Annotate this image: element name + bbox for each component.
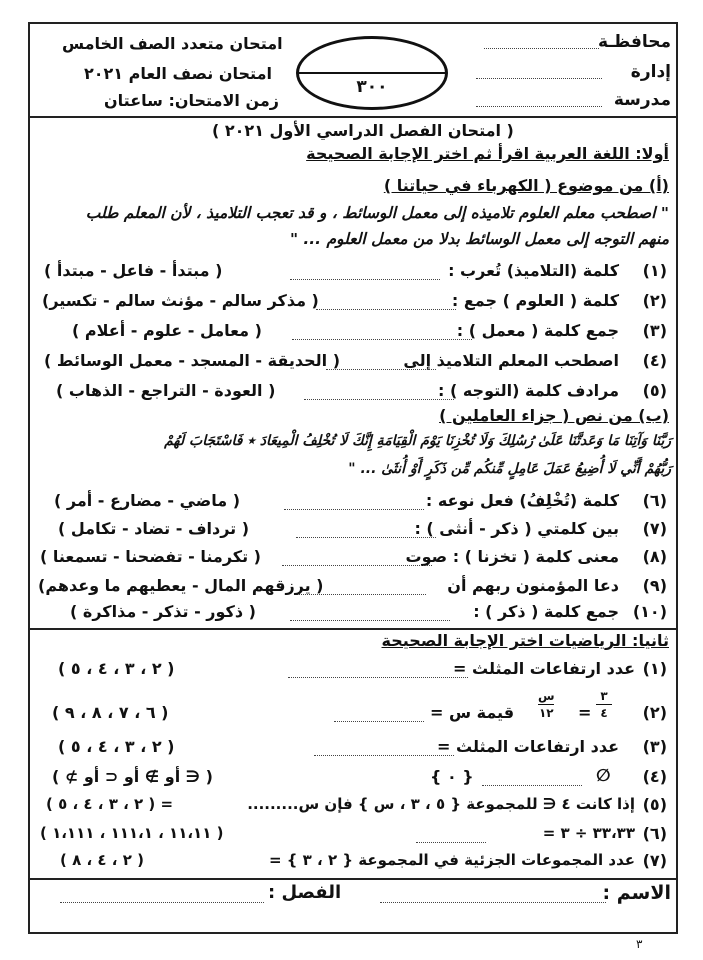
question-text: كلمة ( العلوم ) جمع : xyxy=(451,291,619,310)
answer-blank[interactable] xyxy=(296,537,436,538)
question-number: (٥) xyxy=(642,381,667,400)
part-b-passage-line2: رَبُّهُمْ أَنِّي لَا أُضِيعُ عَمَلَ عَامِلٍ مِّنكُم مِّن ذَكَرٍ أَوْ أُنثَىٰ ... " xyxy=(348,461,671,477)
administration-label: إدارة xyxy=(630,62,671,82)
page-number: ٣ xyxy=(636,937,643,951)
fraction-bar xyxy=(538,704,554,705)
exam-type: امتحان متعدد الصف الخامس xyxy=(62,34,283,53)
question-options: ( ذكور - تذكر - مذاكرة ) xyxy=(70,602,256,621)
total-score: ٣٠٠ xyxy=(356,77,388,97)
question-options: ( العودة - التراجع - الذهاب ) xyxy=(56,381,276,400)
question-number: (٢) xyxy=(642,703,667,722)
class-field[interactable] xyxy=(60,902,264,903)
question-options: ( ١١،١١ ، ١١١،١ ، ١،١١١ ) xyxy=(40,824,224,842)
question-options: = ( ٢ ، ٣ ، ٤ ، ٥ ) xyxy=(46,795,174,813)
footer-divider xyxy=(28,878,678,880)
score-divider xyxy=(298,72,446,74)
part-b-title: (ب) من نص ( جزاء العاملين ) xyxy=(439,406,669,425)
header-divider xyxy=(28,116,678,118)
question-number: (٣) xyxy=(642,737,667,756)
student-name-label: الاسم : xyxy=(602,882,671,904)
fraction-denominator: ١٢ xyxy=(538,706,554,720)
arabic-heading: أولا: اللغة العربية اقرأ ثم اختر الإجابة الصحيحة xyxy=(306,144,669,163)
question-text: كلمة (التلاميذ) تُعرب : xyxy=(448,261,619,280)
school-blank xyxy=(476,106,602,107)
question-text: بين كلمتي ( ذكر - أنثى ) : xyxy=(414,519,619,538)
part-a-title: (أ) من موضوع ( الكهرباء في حياتنا ) xyxy=(383,176,669,195)
answer-blank[interactable] xyxy=(316,309,456,310)
question-number: (٥) xyxy=(642,795,667,814)
question-options: ( تكرمنا - تفضحنا - تسمعنا ) xyxy=(40,547,261,566)
fraction-numerator: ٣ xyxy=(600,689,608,703)
part-a-passage-line1: " اصطحب معلم العلوم تلاميذه إلى معمل الوسائط ، و قد تعجب التلاميذ ، لأن المعلم طلب xyxy=(85,204,669,222)
part-b-passage-line1: رَبَّنَا وَآتِنَا مَا وَعَدتَّنَا عَلَىٰ رُسُلِكَ وَلَا تُخْزِنَا يَوْمَ الْقِيَامَةِ إِنَّكَ لَا تُخْلِفُ الْمِيعَادَ ٭ فَاسْتَجَابَ لَهُمْ xyxy=(164,433,671,449)
exam-title: ( امتحان الفصل الدراسي الأول ٢٠٢١ ) xyxy=(212,121,514,140)
answer-blank[interactable] xyxy=(334,721,424,722)
question-number: (١) xyxy=(642,261,667,280)
answer-blank[interactable] xyxy=(482,785,582,786)
question-number: (٤) xyxy=(642,351,667,370)
question-number: (٦) xyxy=(642,491,667,510)
question-text: عدد ارتفاعات المثلث = xyxy=(453,659,635,678)
question-text: ٣٣،٣٣ ÷ ٣ = xyxy=(542,824,635,842)
question-options: ( ماضي - مضارع - أمر ) xyxy=(54,491,241,510)
question-options: ( ٢ ، ٤ ، ٨ ) xyxy=(60,851,144,869)
question-text: عدد المجموعات الجزئية في المجموعة { ٢ ، ٣ } = xyxy=(268,851,635,869)
answer-blank[interactable] xyxy=(284,509,424,510)
question-options: ( ترداف - تضاد - تكامل ) xyxy=(58,519,250,538)
question-text: اصطحب المعلم التلاميذ إلى xyxy=(403,351,619,370)
question-options: ( ∈ أو ∌ أو ⊂ أو ⊅ ) xyxy=(52,767,213,786)
question-number: (٢) xyxy=(642,291,667,310)
fraction-bar xyxy=(596,704,612,705)
question-text: معنى كلمة ( تخزنا ) : صوت xyxy=(405,547,619,566)
question-number: (٦) xyxy=(642,824,667,843)
fraction-numerator: س xyxy=(538,689,555,703)
answer-blank[interactable] xyxy=(282,565,432,566)
question-number: (٣) xyxy=(642,321,667,340)
answer-blank[interactable] xyxy=(326,369,436,370)
question-number: (١) xyxy=(642,659,667,678)
part-a-passage-line2: منهم التوجه إلى معمل الوسائط بدلا من معمل العلوم ... " xyxy=(289,230,669,248)
school-label: مدرسة xyxy=(613,90,671,110)
answer-blank[interactable] xyxy=(416,842,486,843)
exam-time: زمن الامتحان: ساعتان xyxy=(104,91,279,110)
question-number: (٨) xyxy=(642,547,667,566)
question-number: (٤) xyxy=(642,767,667,786)
set-zero: { ٠ } xyxy=(430,767,474,786)
answer-blank[interactable] xyxy=(290,279,440,280)
question-text: جمع كلمة ( ذكر ) : xyxy=(473,602,619,621)
governorate-blank xyxy=(484,48,599,49)
question-number: (١٠) xyxy=(632,602,667,621)
answer-blank[interactable] xyxy=(290,620,450,621)
question-options: ( يرزقهم المال - يعطيهم ما وعدهم) xyxy=(38,576,324,595)
question-number: (٧) xyxy=(642,851,667,870)
exam-period: امتحان نصف العام ٢٠٢١ xyxy=(84,64,272,83)
question-options: ( الحديقة - المسجد - معمل الوسائط ) xyxy=(44,351,341,370)
empty-set-symbol: ∅ xyxy=(596,766,611,786)
question-number: (٧) xyxy=(642,519,667,538)
fraction-s-over-twelve xyxy=(538,690,555,719)
question-number: (٩) xyxy=(642,576,667,595)
question-options: ( مذكر سالم - مؤنث سالم - تكسير) xyxy=(42,291,319,310)
section-divider xyxy=(28,628,678,630)
fraction-three-quarters xyxy=(596,690,612,719)
administration-blank xyxy=(476,78,602,79)
fraction-denominator: ٤ xyxy=(600,706,608,720)
answer-blank[interactable] xyxy=(292,339,472,340)
math-heading: ثانيا: الرياضيات اختر الإجابة الصحيحة xyxy=(381,631,669,650)
question-options: ( ٢ ، ٣ ، ٤ ، ٥ ) xyxy=(58,737,175,756)
question-options: ( ٢ ، ٣ ، ٤ ، ٥ ) xyxy=(58,659,175,678)
question-options: ( ٦ ، ٧ ، ٨ ، ٩ ) xyxy=(52,703,169,722)
equals-sign: = xyxy=(578,703,592,722)
question-options: ( معامل - علوم - أعلام ) xyxy=(72,321,262,340)
answer-blank[interactable] xyxy=(304,399,454,400)
class-label: الفصل : xyxy=(268,882,342,903)
question-text: جمع كلمة ( معمل ) : xyxy=(456,321,619,340)
question-text: قيمة س = xyxy=(430,703,515,722)
question-text: عدد ارتفاعات المثلث = xyxy=(437,737,619,756)
question-text: كلمة (تُخْلِفُ) فعل نوعه : xyxy=(425,491,619,510)
answer-blank[interactable] xyxy=(288,677,468,678)
question-text: مرادف كلمة (التوجه ) : xyxy=(438,381,619,400)
governorate-label: محافظـة xyxy=(598,32,671,52)
answer-blank[interactable] xyxy=(314,755,454,756)
question-options: ( مبتدأ - فاعل - مبتدأ ) xyxy=(44,261,223,280)
student-name-field[interactable] xyxy=(380,902,606,903)
question-text: إذا كانت ٤ ∈ للمجموعة { ٥ ، ٣ ، س } فإن س......... xyxy=(247,795,635,813)
question-text: دعا المؤمنون ربهم أن xyxy=(447,576,619,595)
